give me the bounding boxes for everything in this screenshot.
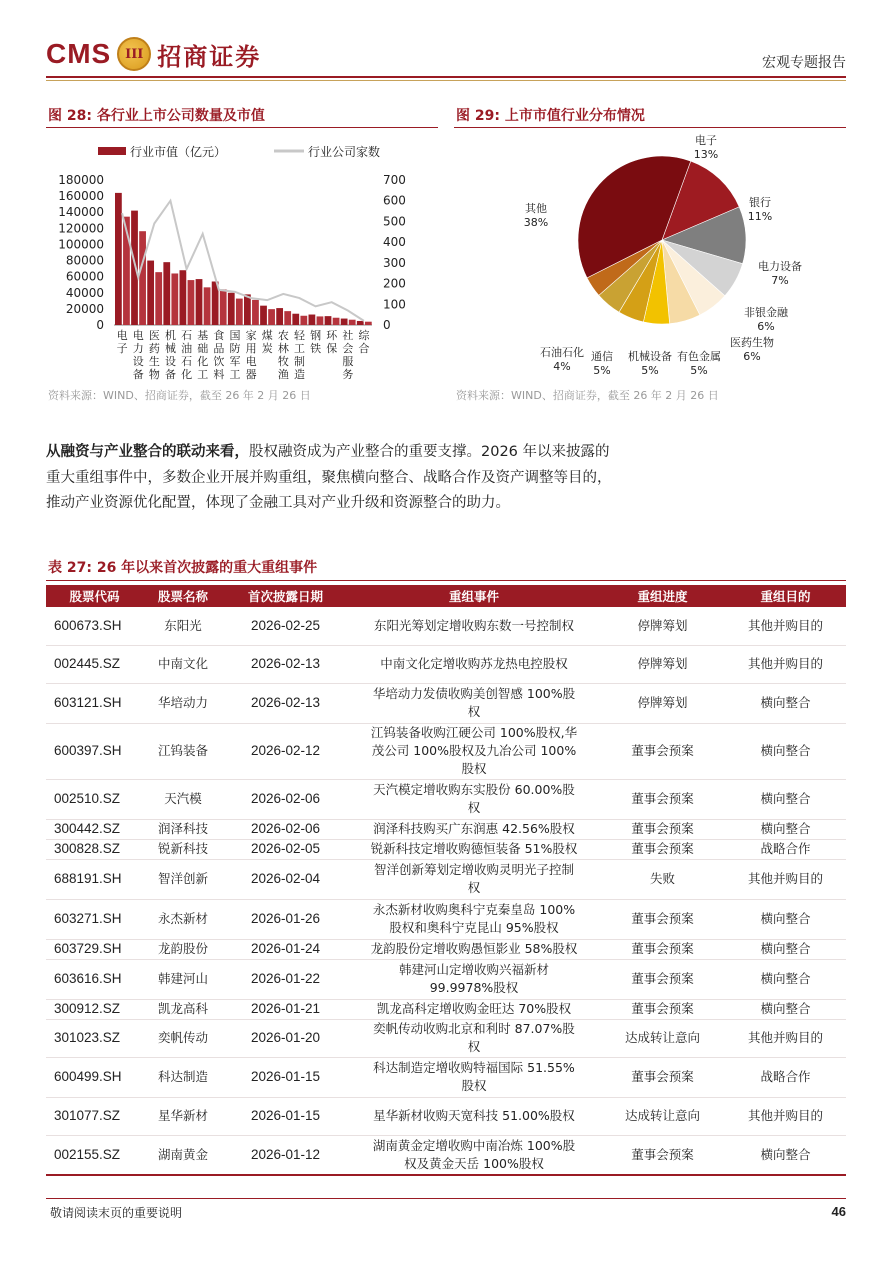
category-label: 基础化工 [197, 329, 209, 381]
table-cell: 2026-02-06 [223, 819, 348, 839]
table-row [46, 1019, 846, 1057]
category-label: 轻工制造 [293, 329, 305, 381]
pie-label-pct: 6% [757, 320, 775, 333]
pie-label-name: 银行 [749, 196, 771, 209]
table-row [46, 999, 846, 1019]
category-label: 食品饮料 [213, 329, 225, 381]
pie-label-name: 机械设备 [628, 350, 672, 363]
table-cell: 横向整合 [725, 779, 846, 819]
table-cell: 董事会预案 [600, 899, 725, 939]
bar-综合 [357, 321, 364, 325]
table-cell: 锐新科技 [143, 839, 223, 859]
figure29-title: 图 29: 上市市值行业分布情况 [456, 108, 645, 124]
table-cell: 江钨装备 [143, 723, 223, 779]
pie-label-name: 电力设备 [758, 260, 802, 273]
table-cell: 2026-02-04 [223, 859, 348, 899]
table-row [46, 645, 846, 683]
pie-label-pct: 5% [593, 364, 611, 377]
table27-rule [46, 580, 846, 581]
pie-label-pct: 6% [743, 350, 761, 363]
restructuring-table [46, 585, 846, 1176]
table-cell: 天汽模定增收购东实股份 60.00%股权 [348, 779, 600, 819]
right-axis-tick: 400 [383, 235, 406, 250]
footer-note: 敬请阅读末页的重要说明 [50, 1206, 183, 1220]
table-row [46, 607, 846, 645]
left-axis-tick: 140000 [58, 205, 104, 220]
category-label: 农林牧渔 [277, 329, 289, 381]
table-cell: 星华新材收购天宽科技 51.00%股权 [348, 1097, 600, 1135]
bar-钢铁 [309, 315, 316, 325]
table-cell: 300828.SZ [46, 839, 143, 859]
table-row [46, 899, 846, 939]
pie-label-name: 其他 [525, 202, 547, 215]
bar-secondary [333, 318, 340, 325]
table-cell: 600397.SH [46, 723, 143, 779]
category-label: 机械设备 [164, 329, 176, 381]
legend-swatch-value [98, 147, 126, 155]
bar-secondary [139, 231, 146, 325]
table-cell: 凯龙高科定增收购金旺达 70%股权 [348, 999, 600, 1019]
category-label: 综合 [358, 329, 370, 355]
table-cell: 2026-01-24 [223, 939, 348, 959]
pie-label-name: 医药生物 [730, 336, 774, 349]
pie-label-pct: 5% [641, 364, 659, 377]
table-cell: 科达制造 [143, 1057, 223, 1097]
table-row [46, 1097, 846, 1135]
table-cell: 603729.SH [46, 939, 143, 959]
table-cell: 2026-01-26 [223, 899, 348, 939]
table-cell: 600499.SH [46, 1057, 143, 1097]
table-cell: 600673.SH [46, 607, 143, 645]
right-axis-tick: 0 [383, 318, 391, 332]
table-cell: 其他并购目的 [725, 607, 846, 645]
table-cell: 002155.SZ [46, 1135, 143, 1175]
legend-label-count: 行业公司家数 [308, 145, 381, 159]
table-cell: 达成转让意向 [600, 1019, 725, 1057]
table-cell: 董事会预案 [600, 939, 725, 959]
table-header-cell: 重组目的 [725, 585, 846, 607]
left-axis-tick: 0 [96, 318, 104, 332]
table-cell: 横向整合 [725, 999, 846, 1019]
right-axis-tick: 200 [383, 276, 406, 291]
table-header-cell: 重组事件 [348, 585, 600, 607]
left-axis-tick: 160000 [58, 189, 104, 204]
category-label: 医药生物 [148, 329, 160, 381]
table-cell: 韩建河山定增收购兴福新材 99.9978%股权 [348, 959, 600, 999]
pie-label-name: 有色金属 [677, 350, 721, 363]
bar-secondary [349, 320, 356, 325]
table-cell: 韩建河山 [143, 959, 223, 999]
report-type: 宏观专题报告 [762, 55, 846, 71]
table-row [46, 1135, 846, 1175]
table-cell: 2026-01-22 [223, 959, 348, 999]
bar-机械设备 [163, 262, 170, 325]
table-header-cell: 重组进度 [600, 585, 725, 607]
table-cell: 002445.SZ [46, 645, 143, 683]
bar-secondary [268, 309, 275, 325]
logo-seal-icon: III [117, 37, 151, 71]
pie-label-pct: 11% [747, 210, 773, 223]
bar-secondary [284, 311, 291, 325]
bar-煤炭 [260, 306, 267, 325]
table-cell: 603121.SH [46, 683, 143, 723]
category-label: 石油石化 [181, 329, 193, 381]
table-cell: 横向整合 [725, 939, 846, 959]
table-cell: 其他并购目的 [725, 645, 846, 683]
bar-secondary [204, 287, 211, 325]
table-cell: 华培动力 [143, 683, 223, 723]
table-cell: 智洋创新 [143, 859, 223, 899]
table-cell: 湖南黄金定增收购中南冶炼 100%股权及黄金天岳 100%股权 [348, 1135, 600, 1175]
pie-label-pct: 7% [771, 274, 789, 287]
table-cell: 董事会预案 [600, 819, 725, 839]
table-cell: 横向整合 [725, 723, 846, 779]
table-cell: 2026-02-13 [223, 645, 348, 683]
table-row [46, 779, 846, 819]
table-cell: 星华新材 [143, 1097, 223, 1135]
bar-secondary [300, 316, 307, 325]
left-axis-tick: 40000 [65, 285, 104, 300]
table-cell: 2026-01-12 [223, 1135, 348, 1175]
table-cell: 科达制造定增收购特福国际 51.55%股权 [348, 1057, 600, 1097]
header-divider-gold [46, 80, 846, 81]
table-cell: 董事会预案 [600, 1057, 725, 1097]
figure28-title: 图 28: 各行业上市公司数量及市值 [48, 108, 265, 124]
table-cell: 停牌筹划 [600, 683, 725, 723]
pie-chart-plot [524, 133, 802, 377]
left-axis-tick: 80000 [65, 253, 104, 268]
table-cell: 永杰新材收购奥科宁克秦皇岛 100%股权和奥科宁克昆山 95%股权 [348, 899, 600, 939]
table-cell: 2026-02-13 [223, 683, 348, 723]
table-cell: 002510.SZ [46, 779, 143, 819]
table-cell: 301077.SZ [46, 1097, 143, 1135]
figure28-source: 资料来源：WIND、招商证券，截至 26 年 2 月 26 日 [48, 389, 311, 402]
table-row [46, 859, 846, 899]
category-label: 电力设备 [132, 329, 144, 381]
bar-secondary [365, 322, 372, 325]
table-cell: 其他并购目的 [725, 1019, 846, 1057]
paragraph-lead: 从融资与产业整合的联动来看， [46, 444, 249, 460]
legend-label-value: 行业市值（亿元） [130, 145, 227, 159]
figure28-rule [46, 127, 438, 128]
category-label: 环保 [326, 329, 338, 355]
table-cell: 中南文化定增收购苏龙热电控股权 [348, 645, 600, 683]
bar-社会服务 [341, 319, 348, 325]
category-label: 家用电器 [245, 329, 257, 381]
figure29-rule [454, 127, 846, 128]
table-cell: 湖南黄金 [143, 1135, 223, 1175]
table-cell: 华培动力发债收购美创智感 100%股权 [348, 683, 600, 723]
category-label: 钢铁 [310, 329, 322, 355]
table-cell: 横向整合 [725, 959, 846, 999]
table-cell: 2026-02-06 [223, 779, 348, 819]
table-cell: 龙韵股份 [143, 939, 223, 959]
table-cell: 停牌筹划 [600, 607, 725, 645]
table-cell: 润泽科技 [143, 819, 223, 839]
bar-secondary [171, 273, 178, 325]
bar-医药生物 [147, 261, 154, 325]
page-number: 46 [831, 1204, 846, 1219]
table-row [46, 819, 846, 839]
table-row [46, 1057, 846, 1097]
bar-轻工制造 [292, 314, 299, 325]
table-cell: 301023.SZ [46, 1019, 143, 1057]
bar-secondary [155, 272, 162, 325]
table-cell: 其他并购目的 [725, 859, 846, 899]
bar-电力设备 [131, 211, 138, 325]
bar-chart-plot [58, 144, 406, 381]
table-cell: 300442.SZ [46, 819, 143, 839]
table-cell: 东阳光筹划定增收购东数一号控制权 [348, 607, 600, 645]
right-axis-tick: 500 [383, 214, 406, 229]
table-cell: 润泽科技购买广东润惠 42.56%股权 [348, 819, 600, 839]
left-axis-tick: 20000 [65, 301, 104, 316]
pie-label-pct: 5% [690, 364, 708, 377]
table-header-row [46, 585, 846, 607]
pie-label-name: 电子 [695, 134, 717, 147]
table-cell: 2026-02-25 [223, 607, 348, 645]
bar-家用电器 [244, 294, 251, 325]
table-cell: 2026-02-05 [223, 839, 348, 859]
bar-国防军工 [228, 293, 235, 325]
category-label: 电子 [116, 329, 128, 355]
table-cell: 中南文化 [143, 645, 223, 683]
bar-基础化工 [196, 279, 203, 325]
pie-label-pct: 13% [693, 148, 719, 161]
pie-label-name: 石油石化 [540, 346, 584, 359]
bar-secondary [252, 300, 259, 325]
table-cell: 智洋创新筹划定增收购灵明光子控制权 [348, 859, 600, 899]
table-cell: 停牌筹划 [600, 645, 725, 683]
table-cell: 奕帆传动收购北京和利时 87.07%股权 [348, 1019, 600, 1057]
table-cell: 奕帆传动 [143, 1019, 223, 1057]
table-cell: 603271.SH [46, 899, 143, 939]
table-cell: 凯龙高科 [143, 999, 223, 1019]
figure28-chart [46, 132, 440, 390]
footer-divider [46, 1198, 846, 1199]
header-divider [46, 76, 846, 78]
pie-label-name: 非银金融 [744, 306, 788, 319]
left-axis-tick: 120000 [58, 221, 104, 236]
left-axis-tick: 100000 [58, 237, 104, 252]
table-header-cell: 首次披露日期 [223, 585, 348, 607]
bar-secondary [220, 289, 227, 325]
logo-latin: CMS [46, 38, 112, 69]
table-cell: 董事会预案 [600, 959, 725, 999]
company-logo [46, 34, 261, 74]
category-label: 国防军工 [229, 329, 241, 381]
table-cell: 天汽模 [143, 779, 223, 819]
logo-chinese: 招商证券 [157, 41, 262, 71]
bar-电子 [115, 193, 122, 325]
table-cell: 300912.SZ [46, 999, 143, 1019]
table-cell: 688191.SH [46, 859, 143, 899]
table-cell: 永杰新材 [143, 899, 223, 939]
pie-label-name: 通信 [591, 350, 613, 363]
right-axis-tick: 600 [383, 193, 406, 208]
table-cell: 横向整合 [725, 899, 846, 939]
right-axis-tick: 300 [383, 255, 406, 270]
table-cell: 战略合作 [725, 1057, 846, 1097]
table-cell: 603616.SH [46, 959, 143, 999]
right-axis-tick: 700 [383, 173, 406, 187]
table-cell: 董事会预案 [600, 779, 725, 819]
table-cell: 2026-01-15 [223, 1097, 348, 1135]
table-cell: 横向整合 [725, 683, 846, 723]
table-row [46, 939, 846, 959]
table-cell: 横向整合 [725, 1135, 846, 1175]
table-cell: 江钨装备收购江硬公司 100%股权,华茂公司 100%股权及九冶公司 100%股权 [348, 723, 600, 779]
bar-secondary [317, 316, 324, 325]
left-axis-tick: 60000 [65, 269, 104, 284]
table27-title: 表 27: 26 年以来首次披露的重大重组事件 [48, 560, 318, 576]
table-header-cell: 股票名称 [143, 585, 223, 607]
table-cell: 2026-02-12 [223, 723, 348, 779]
category-label: 煤炭 [261, 329, 273, 355]
bar-农林牧渔 [276, 308, 283, 325]
table-cell: 2026-01-15 [223, 1057, 348, 1097]
bar-secondary [188, 280, 195, 325]
table-cell: 锐新科技定增收购德恒装备 51%股权 [348, 839, 600, 859]
body-paragraph [46, 440, 612, 517]
table-cell: 战略合作 [725, 839, 846, 859]
table-row [46, 959, 846, 999]
pie-label-pct: 38% [523, 216, 549, 229]
bar-环保 [325, 316, 332, 325]
table-cell: 横向整合 [725, 819, 846, 839]
table-cell: 其他并购目的 [725, 1097, 846, 1135]
pie-label-pct: 4% [553, 360, 571, 373]
table-cell: 董事会预案 [600, 999, 725, 1019]
table-cell: 董事会预案 [600, 839, 725, 859]
category-label: 社会服务 [342, 329, 354, 381]
right-axis-tick: 100 [383, 297, 406, 312]
table-cell: 董事会预案 [600, 1135, 725, 1175]
table-row [46, 723, 846, 779]
table-cell: 董事会预案 [600, 723, 725, 779]
paragraph-body: 股权融资成为产业整合的重要支撑。2026 年以来披露的重大重组事件中，多数企业开展并购重组，聚焦横向整合、战略合作及资产调整等目的，推动产业资源优化配置，体现了金融工具对产业升级和资源整合的助力。 [46, 444, 612, 511]
bar-石油石化 [180, 270, 187, 325]
table-cell: 失败 [600, 859, 725, 899]
figure29-chart [454, 132, 846, 384]
left-axis-tick: 180000 [58, 173, 104, 187]
table-cell: 2026-01-21 [223, 999, 348, 1019]
table-cell: 2026-01-20 [223, 1019, 348, 1057]
table-cell: 达成转让意向 [600, 1097, 725, 1135]
table-cell: 东阳光 [143, 607, 223, 645]
table-row [46, 839, 846, 859]
table-header-cell: 股票代码 [46, 585, 143, 607]
table-cell: 龙韵股份定增收购愚恒影业 58%股权 [348, 939, 600, 959]
figure29-source: 资料来源：WIND、招商证券，截至 26 年 2 月 26 日 [456, 389, 719, 402]
table-row [46, 683, 846, 723]
bar-secondary [236, 299, 243, 325]
